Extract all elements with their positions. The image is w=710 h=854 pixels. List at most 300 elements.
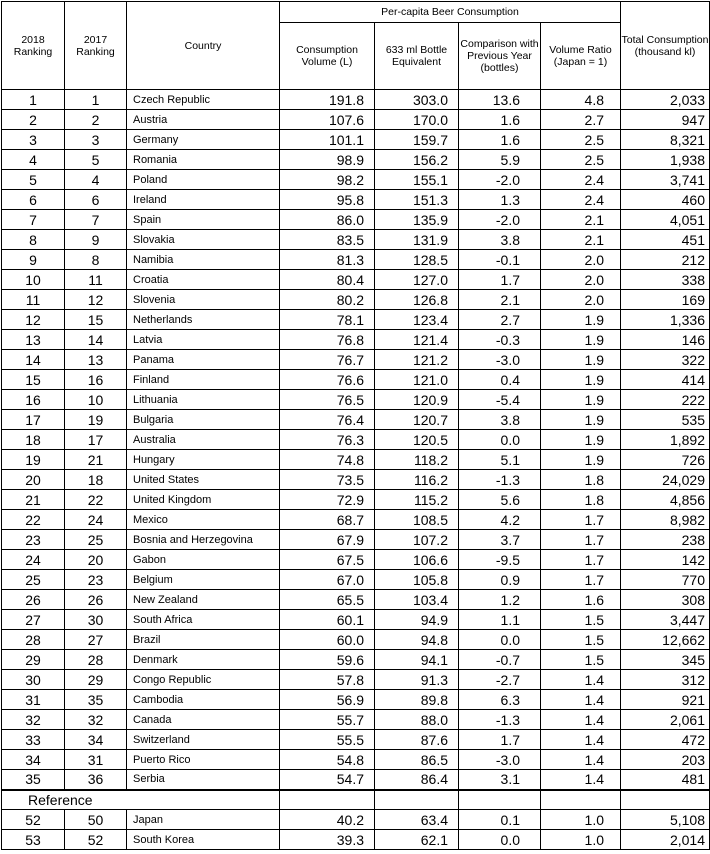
comparison-cell: 6.3 xyxy=(459,690,541,710)
volume-ratio-cell: 1.9 xyxy=(541,410,621,430)
total-consumption-cell: 4,856 xyxy=(621,490,710,510)
rank-2018-cell: 34 xyxy=(2,750,65,770)
comparison-cell: 1.2 xyxy=(459,590,541,610)
comparison-cell: 13.6 xyxy=(459,90,541,110)
consumption-volume-cell: 74.8 xyxy=(280,450,375,470)
bottle-equivalent-cell: 94.9 xyxy=(375,610,459,630)
country-cell: Ireland xyxy=(127,190,280,210)
reference-blank xyxy=(127,790,280,810)
country-cell: United Kingdom xyxy=(127,490,280,510)
bottle-equivalent-cell: 155.1 xyxy=(375,170,459,190)
header-2017-ranking: 2017 Ranking xyxy=(65,2,127,90)
reference-label: Reference xyxy=(2,790,127,810)
country-cell: Bulgaria xyxy=(127,410,280,430)
country-cell: Bosnia and Herzegovina xyxy=(127,530,280,550)
consumption-volume-cell: 80.2 xyxy=(280,290,375,310)
country-cell: Australia xyxy=(127,430,280,450)
reference-blank xyxy=(621,790,710,810)
volume-ratio-cell: 1.4 xyxy=(541,770,621,790)
rank-2017-cell: 29 xyxy=(65,670,127,690)
bottle-equivalent-cell: 91.3 xyxy=(375,670,459,690)
country-cell: Serbia xyxy=(127,770,280,790)
header-consumption-volume: Consumption Volume (L) xyxy=(280,23,375,90)
rank-2018-cell: 24 xyxy=(2,550,65,570)
volume-ratio-cell: 1.8 xyxy=(541,470,621,490)
country-cell: Japan xyxy=(127,810,280,830)
bottle-equivalent-cell: 108.5 xyxy=(375,510,459,530)
consumption-volume-cell: 68.7 xyxy=(280,510,375,530)
country-cell: Congo Republic xyxy=(127,670,280,690)
rank-2018-cell: 9 xyxy=(2,250,65,270)
rank-2018-cell: 16 xyxy=(2,390,65,410)
rank-2017-cell: 1 xyxy=(65,90,127,110)
table-row xyxy=(2,670,710,690)
header-per-capita-group: Per-capita Beer Consumption xyxy=(280,2,621,23)
total-consumption-cell: 222 xyxy=(621,390,710,410)
bottle-equivalent-cell: 156.2 xyxy=(375,150,459,170)
table-row xyxy=(2,810,710,830)
total-consumption-cell: 142 xyxy=(621,550,710,570)
rank-2017-cell: 6 xyxy=(65,190,127,210)
comparison-cell: 1.6 xyxy=(459,130,541,150)
country-cell: Austria xyxy=(127,110,280,130)
bottle-equivalent-cell: 86.5 xyxy=(375,750,459,770)
consumption-volume-cell: 72.9 xyxy=(280,490,375,510)
volume-ratio-cell: 1.7 xyxy=(541,510,621,530)
volume-ratio-cell: 1.4 xyxy=(541,690,621,710)
total-consumption-cell: 1,892 xyxy=(621,430,710,450)
rank-2017-cell: 31 xyxy=(65,750,127,770)
rank-2017-cell: 19 xyxy=(65,410,127,430)
consumption-volume-cell: 83.5 xyxy=(280,230,375,250)
country-cell: Canada xyxy=(127,710,280,730)
volume-ratio-cell: 2.0 xyxy=(541,250,621,270)
rank-2017-cell: 12 xyxy=(65,290,127,310)
country-cell: Lithuania xyxy=(127,390,280,410)
country-cell: Finland xyxy=(127,370,280,390)
consumption-volume-cell: 76.5 xyxy=(280,390,375,410)
comparison-cell: 1.7 xyxy=(459,730,541,750)
rank-2017-cell: 25 xyxy=(65,530,127,550)
total-consumption-cell: 770 xyxy=(621,570,710,590)
rank-2017-cell: 52 xyxy=(65,830,127,850)
rank-2018-cell: 6 xyxy=(2,190,65,210)
bottle-equivalent-cell: 105.8 xyxy=(375,570,459,590)
total-consumption-cell: 2,014 xyxy=(621,830,710,850)
bottle-equivalent-cell: 87.6 xyxy=(375,730,459,750)
table-row xyxy=(2,210,710,230)
consumption-volume-cell: 78.1 xyxy=(280,310,375,330)
consumption-volume-cell: 76.7 xyxy=(280,350,375,370)
volume-ratio-cell: 1.7 xyxy=(541,530,621,550)
rank-2017-cell: 21 xyxy=(65,450,127,470)
consumption-volume-cell: 57.8 xyxy=(280,670,375,690)
table-row xyxy=(2,690,710,710)
total-consumption-cell: 535 xyxy=(621,410,710,430)
header-bottle-equivalent: 633 ml Bottle Equivalent xyxy=(375,23,459,90)
volume-ratio-cell: 1.8 xyxy=(541,490,621,510)
volume-ratio-cell: 1.4 xyxy=(541,670,621,690)
reference-label-row xyxy=(2,790,710,810)
comparison-cell: 0.1 xyxy=(459,810,541,830)
rank-2018-cell: 11 xyxy=(2,290,65,310)
comparison-cell: 3.8 xyxy=(459,410,541,430)
comparison-cell: -9.5 xyxy=(459,550,541,570)
rank-2017-cell: 10 xyxy=(65,390,127,410)
country-cell: Netherlands xyxy=(127,310,280,330)
table-row xyxy=(2,230,710,250)
comparison-cell: -3.0 xyxy=(459,750,541,770)
volume-ratio-cell: 4.8 xyxy=(541,90,621,110)
rank-2018-cell: 2 xyxy=(2,110,65,130)
consumption-volume-cell: 98.2 xyxy=(280,170,375,190)
table-row xyxy=(2,510,710,530)
country-cell: Puerto Rico xyxy=(127,750,280,770)
table-row xyxy=(2,130,710,150)
consumption-volume-cell: 55.5 xyxy=(280,730,375,750)
bottle-equivalent-cell: 116.2 xyxy=(375,470,459,490)
comparison-cell: 2.7 xyxy=(459,310,541,330)
total-consumption-cell: 5,108 xyxy=(621,810,710,830)
rank-2018-cell: 14 xyxy=(2,350,65,370)
bottle-equivalent-cell: 131.9 xyxy=(375,230,459,250)
comparison-cell: -2.0 xyxy=(459,210,541,230)
total-consumption-cell: 169 xyxy=(621,290,710,310)
table-row xyxy=(2,710,710,730)
rank-2017-cell: 14 xyxy=(65,330,127,350)
rank-2017-cell: 28 xyxy=(65,650,127,670)
comparison-cell: 2.1 xyxy=(459,290,541,310)
table-row xyxy=(2,430,710,450)
rank-2018-cell: 30 xyxy=(2,670,65,690)
table-row xyxy=(2,550,710,570)
consumption-volume-cell: 107.6 xyxy=(280,110,375,130)
table-row xyxy=(2,830,710,850)
rank-2018-cell: 29 xyxy=(2,650,65,670)
consumption-volume-cell: 76.3 xyxy=(280,430,375,450)
rank-2017-cell: 27 xyxy=(65,630,127,650)
rank-2018-cell: 27 xyxy=(2,610,65,630)
table-row xyxy=(2,570,710,590)
rank-2018-cell: 12 xyxy=(2,310,65,330)
rank-2017-cell: 13 xyxy=(65,350,127,370)
comparison-cell: -1.3 xyxy=(459,470,541,490)
consumption-volume-cell: 191.8 xyxy=(280,90,375,110)
comparison-cell: 1.3 xyxy=(459,190,541,210)
consumption-volume-cell: 86.0 xyxy=(280,210,375,230)
ranking-rows xyxy=(2,90,710,790)
bottle-equivalent-cell: 86.4 xyxy=(375,770,459,790)
comparison-cell: 1.6 xyxy=(459,110,541,130)
country-cell: Slovakia xyxy=(127,230,280,250)
bottle-equivalent-cell: 121.2 xyxy=(375,350,459,370)
rank-2017-cell: 9 xyxy=(65,230,127,250)
volume-ratio-cell: 1.0 xyxy=(541,810,621,830)
rank-2018-cell: 21 xyxy=(2,490,65,510)
rank-2018-cell: 4 xyxy=(2,150,65,170)
bottle-equivalent-cell: 126.8 xyxy=(375,290,459,310)
comparison-cell: 3.1 xyxy=(459,770,541,790)
table-row xyxy=(2,450,710,470)
country-cell: Denmark xyxy=(127,650,280,670)
consumption-volume-cell: 80.4 xyxy=(280,270,375,290)
country-cell: Slovenia xyxy=(127,290,280,310)
volume-ratio-cell: 1.7 xyxy=(541,550,621,570)
bottle-equivalent-cell: 89.8 xyxy=(375,690,459,710)
rank-2017-cell: 2 xyxy=(65,110,127,130)
comparison-cell: -0.7 xyxy=(459,650,541,670)
consumption-volume-cell: 76.8 xyxy=(280,330,375,350)
comparison-cell: -1.3 xyxy=(459,710,541,730)
table-row xyxy=(2,150,710,170)
total-consumption-cell: 4,051 xyxy=(621,210,710,230)
rank-2017-cell: 34 xyxy=(65,730,127,750)
country-cell: Gabon xyxy=(127,550,280,570)
comparison-cell: 0.0 xyxy=(459,630,541,650)
country-cell: South Korea xyxy=(127,830,280,850)
rank-2018-cell: 52 xyxy=(2,810,65,830)
volume-ratio-cell: 1.9 xyxy=(541,310,621,330)
bottle-equivalent-cell: 128.5 xyxy=(375,250,459,270)
rank-2018-cell: 17 xyxy=(2,410,65,430)
volume-ratio-cell: 1.7 xyxy=(541,570,621,590)
rank-2017-cell: 11 xyxy=(65,270,127,290)
volume-ratio-cell: 2.4 xyxy=(541,170,621,190)
bottle-equivalent-cell: 303.0 xyxy=(375,90,459,110)
volume-ratio-cell: 1.4 xyxy=(541,710,621,730)
rank-2018-cell: 25 xyxy=(2,570,65,590)
table-row xyxy=(2,190,710,210)
consumption-volume-cell: 95.8 xyxy=(280,190,375,210)
table-row xyxy=(2,590,710,610)
comparison-cell: 5.6 xyxy=(459,490,541,510)
country-cell: Germany xyxy=(127,130,280,150)
table-row xyxy=(2,270,710,290)
bottle-equivalent-cell: 103.4 xyxy=(375,590,459,610)
comparison-cell: 1.1 xyxy=(459,610,541,630)
consumption-volume-cell: 54.8 xyxy=(280,750,375,770)
table-row xyxy=(2,170,710,190)
total-consumption-cell: 3,447 xyxy=(621,610,710,630)
volume-ratio-cell: 1.9 xyxy=(541,430,621,450)
bottle-equivalent-cell: 159.7 xyxy=(375,130,459,150)
consumption-volume-cell: 67.5 xyxy=(280,550,375,570)
bottle-equivalent-cell: 94.8 xyxy=(375,630,459,650)
total-consumption-cell: 414 xyxy=(621,370,710,390)
volume-ratio-cell: 1.6 xyxy=(541,590,621,610)
consumption-volume-cell: 60.0 xyxy=(280,630,375,650)
bottle-equivalent-cell: 170.0 xyxy=(375,110,459,130)
rank-2017-cell: 7 xyxy=(65,210,127,230)
consumption-volume-cell: 67.0 xyxy=(280,570,375,590)
reference-blank xyxy=(375,790,459,810)
table-row xyxy=(2,750,710,770)
consumption-volume-cell: 59.6 xyxy=(280,650,375,670)
total-consumption-cell: 146 xyxy=(621,330,710,350)
volume-ratio-cell: 2.0 xyxy=(541,290,621,310)
rank-2018-cell: 5 xyxy=(2,170,65,190)
consumption-volume-cell: 54.7 xyxy=(280,770,375,790)
total-consumption-cell: 481 xyxy=(621,770,710,790)
comparison-cell: 5.1 xyxy=(459,450,541,470)
table-row xyxy=(2,290,710,310)
consumption-volume-cell: 76.6 xyxy=(280,370,375,390)
volume-ratio-cell: 1.9 xyxy=(541,450,621,470)
consumption-volume-cell: 76.4 xyxy=(280,410,375,430)
bottle-equivalent-cell: 123.4 xyxy=(375,310,459,330)
bottle-equivalent-cell: 106.6 xyxy=(375,550,459,570)
volume-ratio-cell: 2.5 xyxy=(541,150,621,170)
country-cell: Namibia xyxy=(127,250,280,270)
comparison-cell: 0.0 xyxy=(459,830,541,850)
rank-2017-cell: 5 xyxy=(65,150,127,170)
country-cell: Belgium xyxy=(127,570,280,590)
table-row xyxy=(2,630,710,650)
country-cell: Mexico xyxy=(127,510,280,530)
table-row xyxy=(2,310,710,330)
rank-2018-cell: 18 xyxy=(2,430,65,450)
consumption-volume-cell: 60.1 xyxy=(280,610,375,630)
volume-ratio-cell: 1.9 xyxy=(541,370,621,390)
total-consumption-cell: 921 xyxy=(621,690,710,710)
country-cell: Croatia xyxy=(127,270,280,290)
comparison-cell: 0.4 xyxy=(459,370,541,390)
comparison-cell: -5.4 xyxy=(459,390,541,410)
rank-2018-cell: 22 xyxy=(2,510,65,530)
reference-blank xyxy=(541,790,621,810)
rank-2017-cell: 32 xyxy=(65,710,127,730)
rank-2017-cell: 15 xyxy=(65,310,127,330)
header-2018-ranking: 2018 Ranking xyxy=(2,2,65,90)
total-consumption-cell: 2,061 xyxy=(621,710,710,730)
total-consumption-cell: 203 xyxy=(621,750,710,770)
comparison-cell: -0.3 xyxy=(459,330,541,350)
reference-blank xyxy=(280,790,375,810)
bottle-equivalent-cell: 115.2 xyxy=(375,490,459,510)
total-consumption-cell: 472 xyxy=(621,730,710,750)
bottle-equivalent-cell: 118.2 xyxy=(375,450,459,470)
total-consumption-cell: 24,029 xyxy=(621,470,710,490)
rank-2018-cell: 13 xyxy=(2,330,65,350)
consumption-volume-cell: 56.9 xyxy=(280,690,375,710)
total-consumption-cell: 308 xyxy=(621,590,710,610)
volume-ratio-cell: 1.4 xyxy=(541,730,621,750)
rank-2018-cell: 31 xyxy=(2,690,65,710)
consumption-volume-cell: 98.9 xyxy=(280,150,375,170)
comparison-cell: 0.0 xyxy=(459,430,541,450)
header-country: Country xyxy=(127,2,280,90)
volume-ratio-cell: 1.5 xyxy=(541,630,621,650)
total-consumption-cell: 312 xyxy=(621,670,710,690)
country-cell: Latvia xyxy=(127,330,280,350)
volume-ratio-cell: 1.9 xyxy=(541,330,621,350)
rank-2017-cell: 24 xyxy=(65,510,127,530)
table-row xyxy=(2,370,710,390)
table-row xyxy=(2,530,710,550)
total-consumption-cell: 726 xyxy=(621,450,710,470)
rank-2017-cell: 22 xyxy=(65,490,127,510)
rank-2018-cell: 33 xyxy=(2,730,65,750)
beer-consumption-table xyxy=(1,1,710,850)
rank-2018-cell: 15 xyxy=(2,370,65,390)
country-cell: Brazil xyxy=(127,630,280,650)
total-consumption-cell: 2,033 xyxy=(621,90,710,110)
consumption-volume-cell: 40.2 xyxy=(280,810,375,830)
volume-ratio-cell: 1.9 xyxy=(541,350,621,370)
bottle-equivalent-cell: 62.1 xyxy=(375,830,459,850)
rank-2018-cell: 19 xyxy=(2,450,65,470)
bottle-equivalent-cell: 88.0 xyxy=(375,710,459,730)
volume-ratio-cell: 1.5 xyxy=(541,610,621,630)
volume-ratio-cell: 1.0 xyxy=(541,830,621,850)
comparison-cell: 1.7 xyxy=(459,270,541,290)
rank-2018-cell: 7 xyxy=(2,210,65,230)
total-consumption-cell: 1,938 xyxy=(621,150,710,170)
volume-ratio-cell: 2.5 xyxy=(541,130,621,150)
rank-2018-cell: 8 xyxy=(2,230,65,250)
volume-ratio-cell: 1.4 xyxy=(541,750,621,770)
country-cell: Czech Republic xyxy=(127,90,280,110)
volume-ratio-cell: 1.9 xyxy=(541,390,621,410)
rank-2018-cell: 53 xyxy=(2,830,65,850)
bottle-equivalent-cell: 121.0 xyxy=(375,370,459,390)
rank-2017-cell: 18 xyxy=(65,470,127,490)
table-row xyxy=(2,770,710,790)
rank-2017-cell: 20 xyxy=(65,550,127,570)
country-cell: Hungary xyxy=(127,450,280,470)
table-row xyxy=(2,610,710,630)
header-comparison: Comparison with Previous Year (bottles) xyxy=(459,23,541,90)
rank-2017-cell: 35 xyxy=(65,690,127,710)
consumption-volume-cell: 101.1 xyxy=(280,130,375,150)
comparison-cell: 4.2 xyxy=(459,510,541,530)
rank-2017-cell: 26 xyxy=(65,590,127,610)
comparison-cell: 3.8 xyxy=(459,230,541,250)
bottle-equivalent-cell: 151.3 xyxy=(375,190,459,210)
bottle-equivalent-cell: 120.5 xyxy=(375,430,459,450)
total-consumption-cell: 947 xyxy=(621,110,710,130)
rank-2018-cell: 20 xyxy=(2,470,65,490)
volume-ratio-cell: 1.5 xyxy=(541,650,621,670)
volume-ratio-cell: 2.7 xyxy=(541,110,621,130)
table-row xyxy=(2,350,710,370)
table-row xyxy=(2,390,710,410)
rank-2018-cell: 10 xyxy=(2,270,65,290)
table-row xyxy=(2,650,710,670)
country-cell: New Zealand xyxy=(127,590,280,610)
rank-2017-cell: 3 xyxy=(65,130,127,150)
bottle-equivalent-cell: 63.4 xyxy=(375,810,459,830)
rank-2018-cell: 3 xyxy=(2,130,65,150)
rank-2018-cell: 23 xyxy=(2,530,65,550)
bottle-equivalent-cell: 107.2 xyxy=(375,530,459,550)
reference-blank xyxy=(459,790,541,810)
bottle-equivalent-cell: 121.4 xyxy=(375,330,459,350)
total-consumption-cell: 212 xyxy=(621,250,710,270)
comparison-cell: 3.7 xyxy=(459,530,541,550)
total-consumption-cell: 1,336 xyxy=(621,310,710,330)
total-consumption-cell: 8,321 xyxy=(621,130,710,150)
total-consumption-cell: 345 xyxy=(621,650,710,670)
country-cell: Switzerland xyxy=(127,730,280,750)
table-row xyxy=(2,730,710,750)
total-consumption-cell: 451 xyxy=(621,230,710,250)
volume-ratio-cell: 2.1 xyxy=(541,210,621,230)
consumption-volume-cell: 39.3 xyxy=(280,830,375,850)
comparison-cell: 0.9 xyxy=(459,570,541,590)
volume-ratio-cell: 2.1 xyxy=(541,230,621,250)
total-consumption-cell: 8,982 xyxy=(621,510,710,530)
